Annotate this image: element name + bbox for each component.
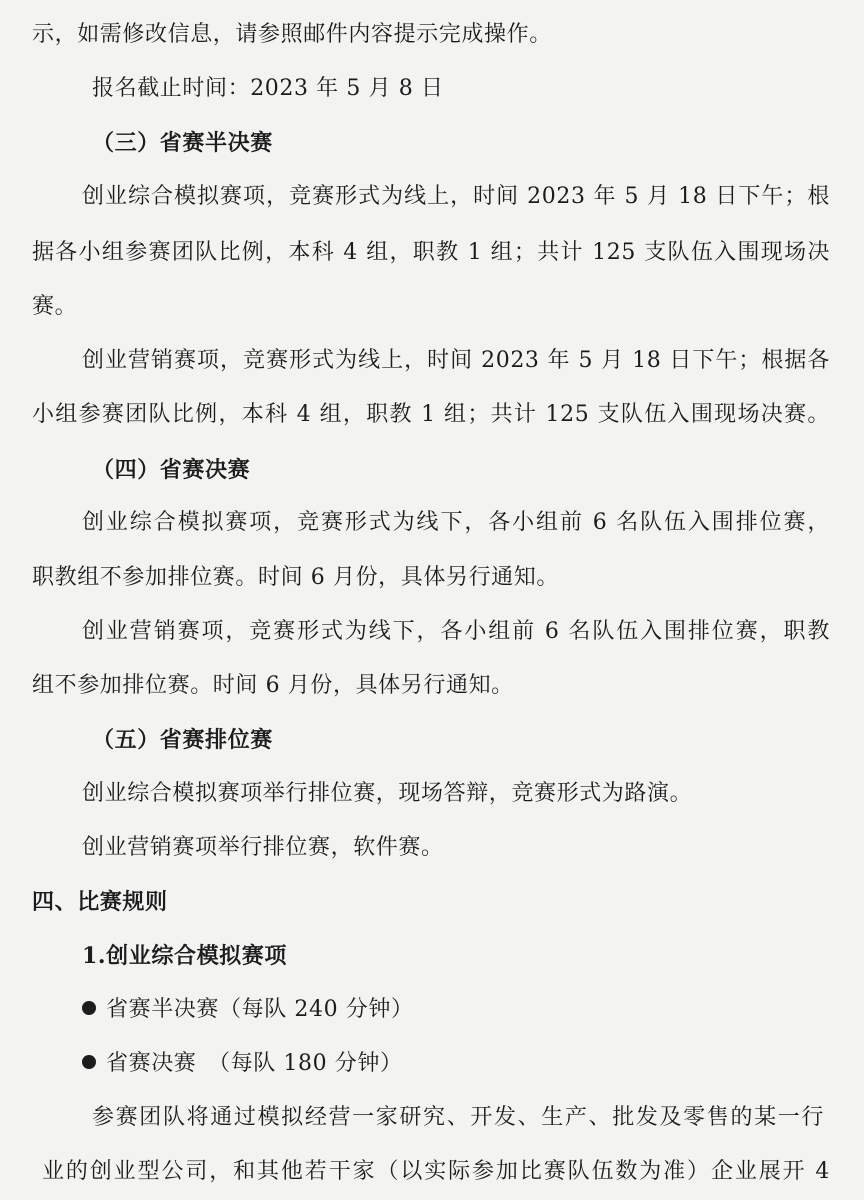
paragraph-line: 创业综合模拟赛项，竞赛形式为线下，各小组前 6 名队伍入围排位赛，: [82, 510, 830, 535]
registration-deadline: 报名截止时间：2023 年 5 月 8 日: [92, 76, 444, 101]
bullet-item: [82, 995, 842, 1025]
paragraph-line: 创业综合模拟赛项举行排位赛，现场答辩，竞赛形式为路演。: [82, 781, 693, 806]
section-heading-rules: 四、比赛规则: [32, 889, 168, 915]
paragraph-line: 创业营销赛项举行排位赛，软件赛。: [82, 835, 444, 860]
section-heading-semifinal: （三）省赛半决赛: [92, 130, 273, 156]
paragraph-line: 创业营销赛项，竞赛形式为线上，时间 2023 年 5 月 18 日下午；根据各: [82, 348, 830, 373]
bullet-text: 省赛半决赛（每队 240 分钟）: [106, 997, 414, 1022]
paragraph-line: 参赛团队将通过模拟经营一家研究、开发、生产、批发及零售的某一行: [92, 1105, 824, 1130]
bullet-item: [82, 1049, 842, 1079]
paragraph-line: 据各小组参赛团队比例，本科 4 组，职教 1 组；共计 125 支队伍入围现场决: [32, 240, 830, 265]
paragraph-line: 创业营销赛项，竞赛形式为线下，各小组前 6 名队伍入围排位赛，职教: [82, 619, 830, 644]
paragraph-line: 业的创业型公司，和其他若干家（以实际参加比赛队伍数为准）企业展开 4: [42, 1159, 830, 1184]
paragraph-line: 小组参赛团队比例，本科 4 组，职教 1 组；共计 125 支队伍入围现场决赛。: [32, 402, 830, 427]
paragraph-line: 创业综合模拟赛项，竞赛形式为线上，时间 2023 年 5 月 18 日下午；根: [82, 184, 830, 209]
paragraph-line: 赛。: [32, 294, 78, 319]
bullet-icon: [82, 1055, 96, 1069]
section-heading-ranking: （五）省赛排位赛: [92, 727, 273, 753]
paragraph-line: 组不参加排位赛。时间 6 月份，具体另行通知。: [32, 673, 514, 698]
paragraph-line: 职教组不参加排位赛。时间 6 月份，具体另行通知。: [32, 565, 559, 590]
subsection-heading: 1.创业综合模拟赛项: [82, 943, 287, 969]
section-heading-final: （四）省赛决赛: [92, 457, 251, 483]
paragraph-line: 示，如需修改信息，请参照邮件内容提示完成操作。: [32, 22, 552, 47]
bullet-text: 省赛决赛 （每队 180 分钟）: [106, 1051, 403, 1076]
bullet-icon: [82, 1001, 96, 1015]
